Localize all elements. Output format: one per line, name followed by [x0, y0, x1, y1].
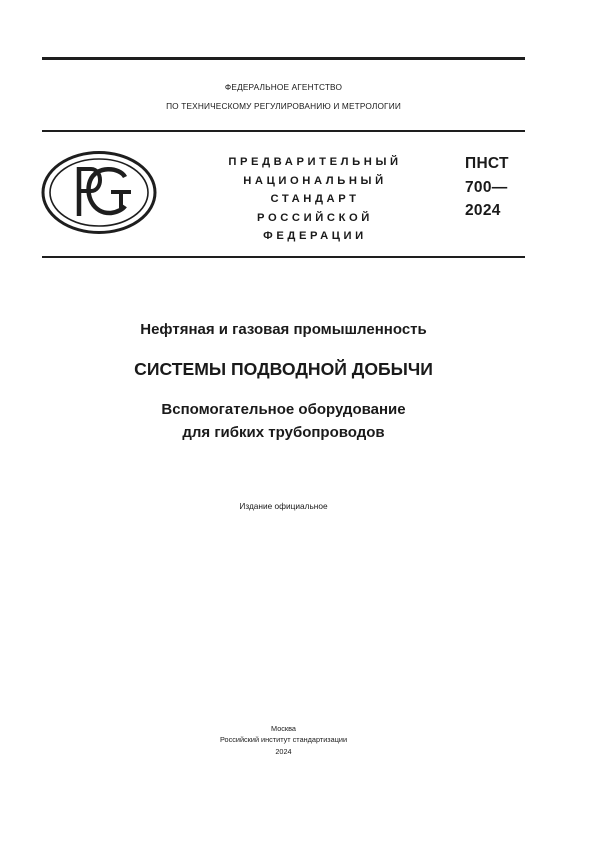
standard-number-value: 700—: [465, 178, 508, 196]
standard-number-year: 2024: [465, 202, 501, 219]
standard-number-prefix: ПНСТ: [465, 155, 509, 172]
standard-type-line: ФЕДЕРАЦИИ: [263, 230, 367, 243]
standard-type-line: ПРЕДВАРИТЕЛЬНЫЙ: [228, 156, 402, 168]
middle-rule: [42, 130, 525, 132]
bottom-rule: [42, 256, 525, 258]
edition-label: Издание официальное: [239, 501, 328, 511]
imprint-publisher: Российский институт стандартизации: [219, 735, 348, 745]
rst-certification-mark-icon: [41, 151, 157, 234]
document-main-title: СИСТЕМЫ ПОДВОДНОЙ ДОБЫЧИ: [134, 359, 433, 379]
standard-type-line: НАЦИОНАЛЬНЫЙ: [243, 174, 387, 187]
top-rule: [42, 57, 525, 60]
document-subtitle: [42, 398, 525, 444]
imprint-year: 2024: [275, 746, 292, 756]
standard-type-line: РОССИЙСКОЙ: [257, 211, 373, 224]
agency-name-line-2: ПО ТЕХНИЧЕСКОМУ РЕГУЛИРОВАНИЮ И МЕТРОЛОГИИ: [166, 101, 401, 111]
industry-title: Нефтяная и газовая промышленность: [140, 321, 427, 338]
imprint: [42, 723, 525, 757]
agency-name-line-1: ФЕДЕРАЛЬНОЕ АГЕНТСТВО: [224, 82, 343, 92]
standard-type-line: СТАНДАРТ: [270, 193, 360, 206]
standard-number: [465, 152, 509, 223]
standard-type: [205, 153, 425, 246]
subtitle-line-1: Вспомогательное оборудование: [161, 401, 406, 418]
imprint-city: Москва: [271, 724, 296, 733]
subtitle-line-2: для гибких трубопроводов: [182, 424, 385, 441]
